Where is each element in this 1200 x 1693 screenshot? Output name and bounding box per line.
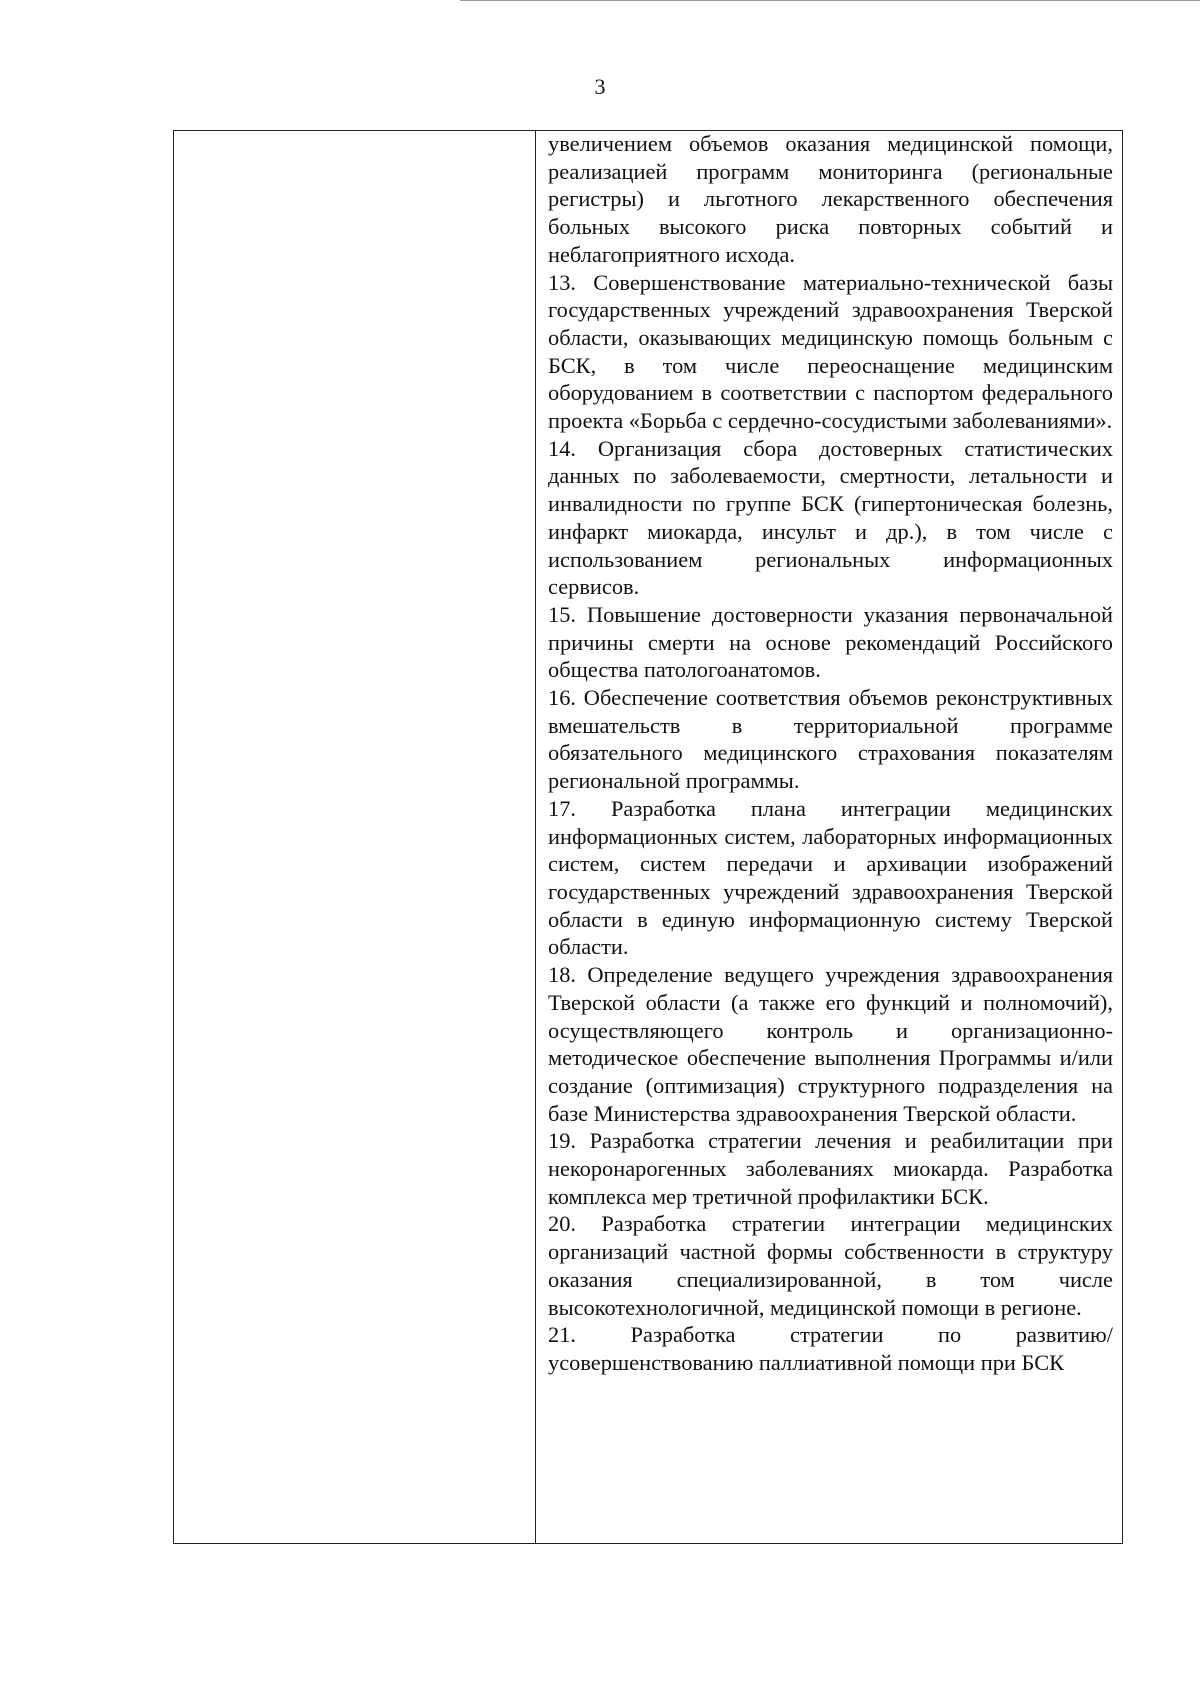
paragraph-item-20: 20. Разработка стратегии интеграции медицинских организаций частной формы собственности в структуру оказания специализированной, в том числе высокотехнологичной, медицинской помощи в регионе. — [548, 1211, 1113, 1320]
paragraph-item-18: 18. Определение ведущего учреждения здравоохранения Тверской области (а также его функций и полномочий), осуществляющего контроль и организационно-методическое обеспечение выполнения Программы и/или создание (оптимизация) структурного подразделения на базе Министерства здравоохранения Тверской области. — [548, 962, 1113, 1126]
table-right-cell — [536, 131, 1122, 1543]
paragraph-continuation: увеличением объемов оказания медицинской помощи, реализацией программ мониторинга (региональные регистры) и льготного лекарственного обеспечения больных высокого риска повторных событий и неблагоприятного исхода. — [548, 131, 1113, 267]
paragraph-item-21: 21. Разработка стратегии по развитию/усовершенствованию паллиативной помощи при БСК — [548, 1322, 1113, 1375]
table-left-cell — [174, 131, 536, 1543]
page-number: 3 — [594, 74, 606, 99]
paragraph-item-16: 16. Обеспечение соответствия объемов реконструктивных вмешательств в территориальной программе обязательного медицинского страхования показателям региональной программы. — [548, 685, 1113, 794]
paragraph-item-13: 13. Совершенствование материально-технической базы государственных учреждений здравоохранения Тверской области, оказывающих медицинскую помощь больным с БСК, в том числе переоснащение медицинским оборудованием в соответствии с паспортом федерального проекта «Борьба с сердечно-сосудистыми заболеваниями». — [548, 269, 1113, 434]
paragraph-item-19: 19. Разработка стратегии лечения и реабилитации при некоронарогенных заболеваниях миокарда. Разработка комплекса мер третичной профилактики БСК. — [548, 1128, 1113, 1209]
paragraph-item-17: 17. Разработка плана интеграции медицинских информационных систем, лабораторных информационных систем, систем передачи и архивации изображений государственных учреждений здравоохранения Тверской области в единую информационную систему Тверской области. — [548, 795, 1113, 960]
paragraph-item-15: 15. Повышение достоверности указания первоначальной причины смерти на основе рекомендаций Российского общества патологоанатомов. — [548, 601, 1113, 683]
scan-edge-line — [460, 0, 1200, 1]
paragraph-item-14: 14. Организация сбора достоверных статистических данных по заболеваемости, смертности, летальности и инвалидности по группе БСК (гипертоническая болезнь, инфаркт миокарда, инсульт и др.), в том числе с использованием региональных информационных сервисов. — [548, 435, 1113, 600]
content-table — [173, 130, 1123, 1544]
